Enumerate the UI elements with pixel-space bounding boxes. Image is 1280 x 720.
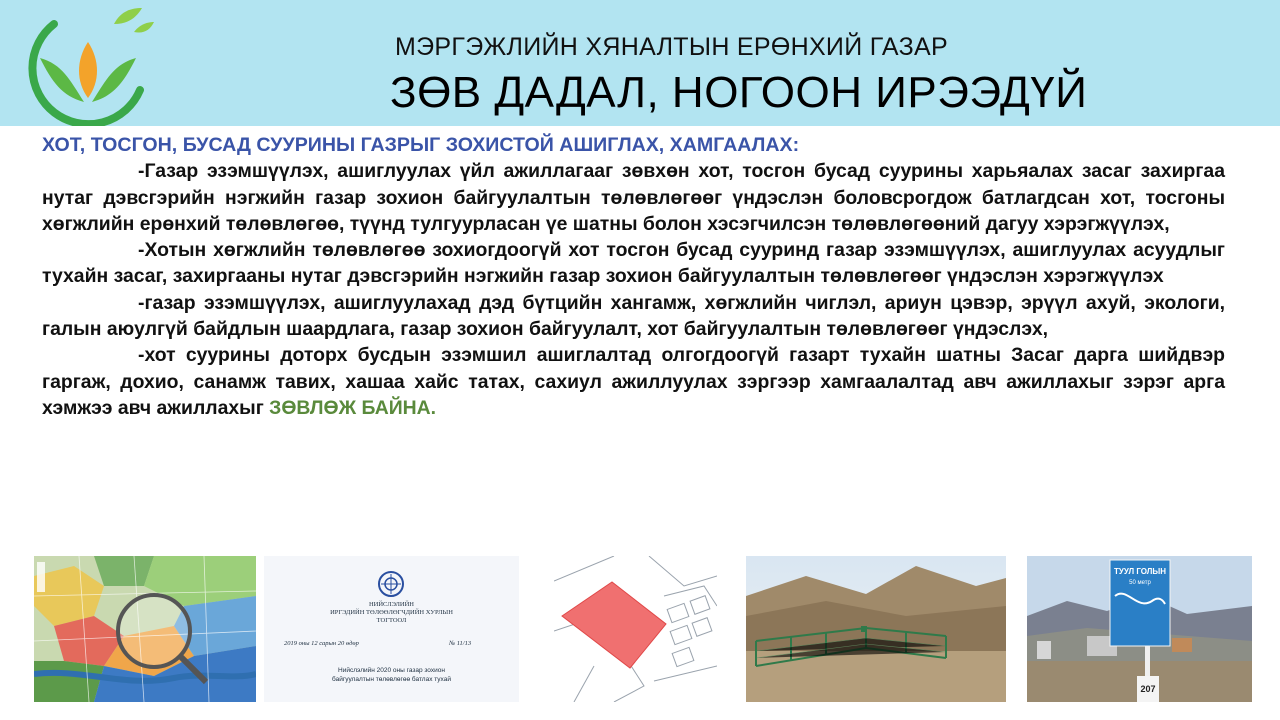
decree-document-image	[264, 556, 519, 702]
main-text	[42, 132, 1225, 421]
decree-subject-line1: Нийслэлийн 2020 оны газар зохион	[338, 667, 445, 674]
sprout-logo	[18, 2, 158, 126]
decree-date: 2019 оны 12 сарын 20 өдөр	[284, 640, 359, 647]
recommendation-highlight: ЗӨВЛӨЖ БАЙНА.	[269, 396, 437, 419]
section-heading: ХОТ, ТОСГОН, БУСАД СУУРИНЫ ГАЗРЫГ ЗОХИСТОЙ АШИГЛАХ, ХАМГААЛАХ:	[42, 134, 800, 156]
sign-subtitle-text: 50 метр	[1129, 580, 1151, 586]
fenced-area-photo	[746, 556, 1006, 702]
sign-post-number: 207	[1140, 684, 1156, 694]
paragraph-3: -газар эзэмшүүлэх, ашиглуулахад дэд бүтцийн хангамж, хөгжлийн чиглэл, ариун цэвэр, эрүүл ахуй, экологи, галын аюулгүй байдлын шаардлага, газар зохион байгуулалт, хот байгуулалтын төлөвлөгөөг үндэслэх,	[42, 291, 1225, 341]
emblem-icon	[377, 570, 405, 598]
paragraph-1: -Газар эзэмшүүлэх, ашиглуулах үйл ажиллагааг зөвхөн хот, тосгон бусад суурины харьяалах засаг захиргаа нутаг дэвсгэрийн нэгжийн газар зохион байгуулалтын төлөвлөгөөг үндэслэн боловсрогдож батлагдсан хот, тосгоны хөгжлийн ерөнхий төлөвлөгөө, түүнд тулгуурласан үе шатны болон хэсэгчилсэн төлөвлөгөөний дагуу хэрэгжүүлэх,	[42, 160, 1225, 235]
decree-org-line2: ИРГЭДИЙН ТӨЛӨӨЛӨГЧДИЙН ХУРЛЫН	[330, 609, 453, 616]
decree-doc-type: ТОГТООЛ	[376, 617, 407, 624]
organization-title: МЭРГЭЖЛИЙН ХЯНАЛТЫН ЕРӨНХИЙ ГАЗАР	[395, 33, 948, 61]
land-parcel-plan-image	[554, 556, 717, 702]
slogan-title: ЗӨВ ДАДАЛ, НОГООН ИРЭЭДҮЙ	[390, 68, 1088, 117]
paragraph-4-text: -хот суурины доторх бусдын эзэмшил ашиглалтад олгогдоогүй газарт тухайн шатны Засаг дарга шийдвэр гаргаж, дохио, санамж тавих, хашаа хайс татах, сахиул ажиллуулах зэргээр хамгаалалтад авч ажиллахыг зэрэг арга хэмжээ авч ажиллахыг	[42, 344, 1225, 419]
paragraph-4	[42, 342, 1225, 421]
sign-title-text: ТУУЛ ГОЛЫН	[1113, 567, 1167, 576]
decree-subject-line2: байгуулалтын төлөвлөгөө батлах тухай	[332, 676, 451, 683]
paragraph-2: -Хотын хөгжлийн төлөвлөгөө зохиогдоогүй хот тосгон бусад сууринд газар эзэмшүүлэх, ашиглуулах асуудлыг тухайн засаг, захиргааны нутаг дэвсгэрийн нэгжийн газар зохион байгуулалтын төлөвлөгөөг үндэслэн хэрэгжүүлэх	[42, 239, 1225, 288]
river-protection-sign-photo	[1027, 556, 1252, 702]
decree-org-line1: НИЙСЛЭЛИЙН	[368, 601, 415, 608]
decree-number: № 11/13	[449, 640, 472, 647]
header-banner	[0, 0, 1280, 126]
city-plan-map-image	[34, 556, 256, 702]
